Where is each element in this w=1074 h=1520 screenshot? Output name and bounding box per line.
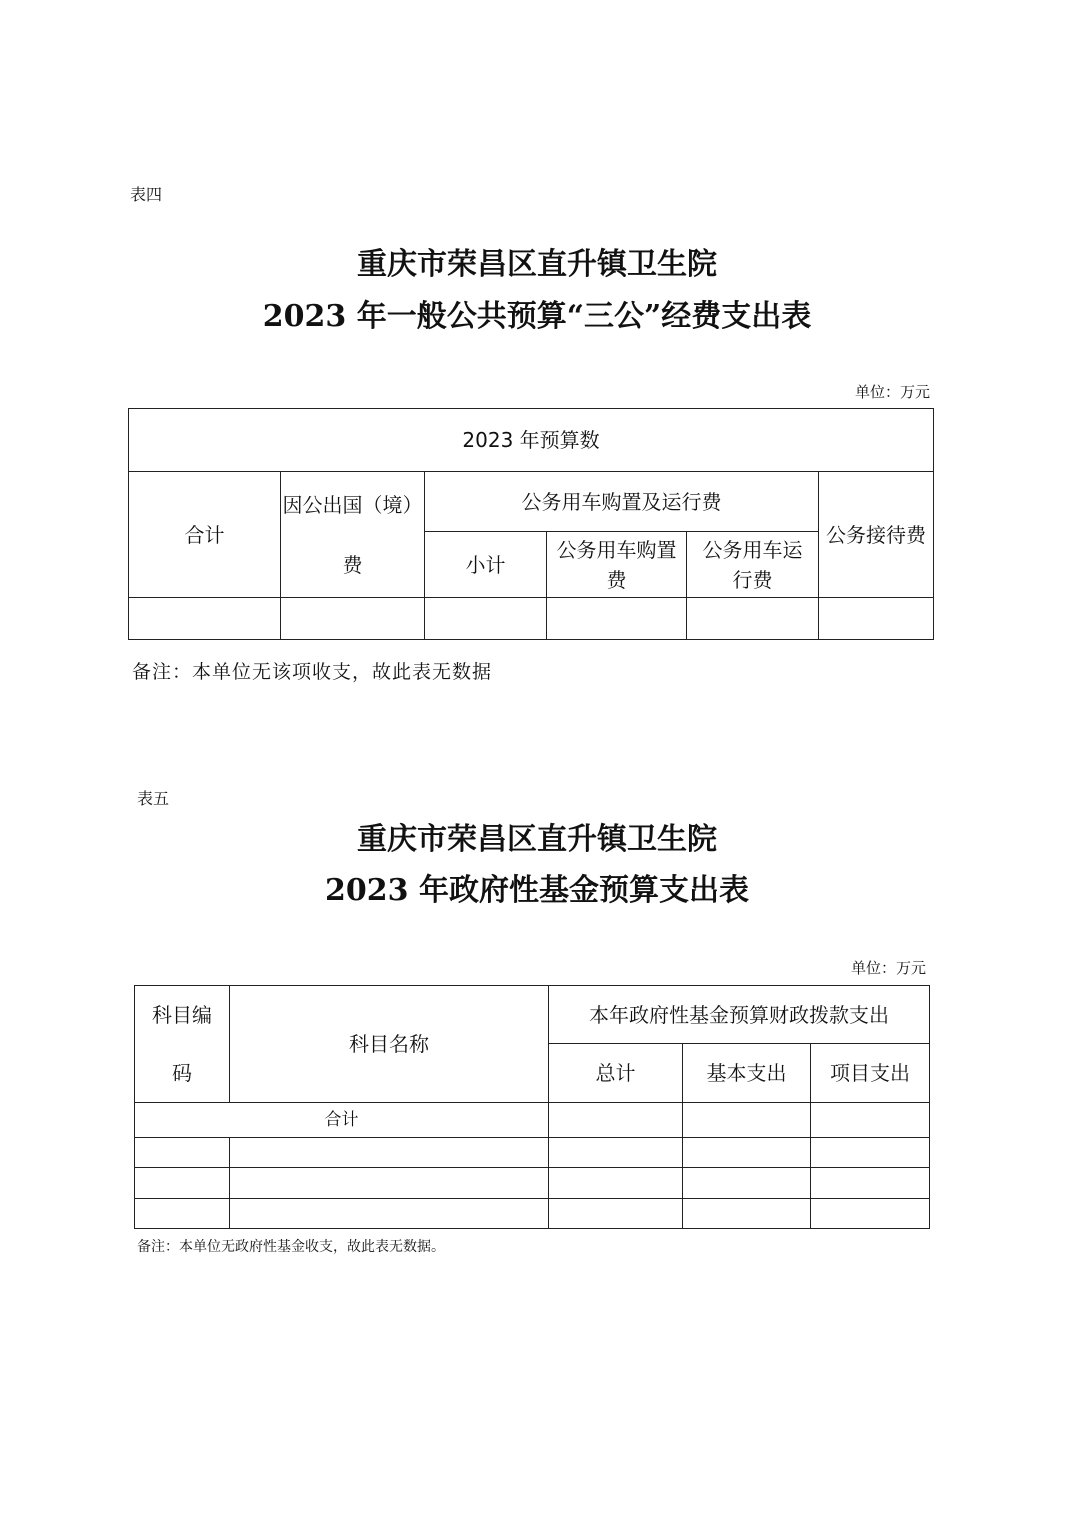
- table5-title-line1: 重庆市荣昌区直升镇卫生院: [357, 822, 717, 857]
- table5-col-name: 科目名称: [230, 986, 549, 1103]
- table4-cell: [425, 598, 547, 640]
- table5: [134, 985, 930, 1229]
- table5-cell: [683, 1138, 811, 1168]
- table5-cell: [230, 1168, 549, 1199]
- table5-cell: [683, 1103, 811, 1138]
- table4-cell: [547, 598, 687, 640]
- table4-title-line1: 重庆市荣昌区直升镇卫生院: [357, 247, 717, 282]
- table5-cell: [683, 1168, 811, 1199]
- table5-col-total: 总计: [549, 1044, 683, 1103]
- table5-cell: [549, 1168, 683, 1199]
- table5-cell: [549, 1199, 683, 1229]
- table4-col-abroad: 因公出国（境） 费: [281, 472, 425, 598]
- table4-header-top: 2023 年预算数: [129, 409, 934, 472]
- table4-cell: [687, 598, 819, 640]
- table4-note: 备注：本单位无该项收支，故此表无数据: [132, 661, 493, 683]
- table5-note: 备注：本单位无政府性基金收支，故此表无数据。: [137, 1239, 445, 1255]
- table4-title-line2: 2023 年一般公共预算“三公”经费支出表: [262, 299, 812, 334]
- table4-cell: [281, 598, 425, 640]
- table4-col-total: 合计: [129, 472, 281, 598]
- table5-row-total: 合计: [135, 1103, 549, 1138]
- table5-unit: 单位：万元: [850, 959, 926, 977]
- table5-cell: [135, 1138, 230, 1168]
- table5-cell: [811, 1199, 930, 1229]
- table5-tag: 表五: [137, 789, 170, 808]
- table4-col-vehicle-run: 公务用车运 行费: [687, 532, 819, 598]
- table5-cell: [135, 1168, 230, 1199]
- table5-col-project: 项目支出: [811, 1044, 930, 1103]
- table4-cell: [129, 598, 281, 640]
- table5-col-basic: 基本支出: [683, 1044, 811, 1103]
- table5-cell: [683, 1199, 811, 1229]
- table5-cell: [230, 1138, 549, 1168]
- table4-col-vehicle-purchase: 公务用车购置 费: [547, 532, 687, 598]
- table5-title-line2: 2023 年政府性基金预算支出表: [325, 873, 749, 908]
- table4-cell: [819, 598, 934, 640]
- table5-cell: [811, 1168, 930, 1199]
- table5-cell: [811, 1138, 930, 1168]
- table4-unit: 单位：万元: [854, 383, 930, 401]
- table5-cell: [549, 1138, 683, 1168]
- table5-col-code: 科目编 码: [135, 986, 230, 1103]
- table5-cell: [230, 1199, 549, 1229]
- table5-cell: [549, 1103, 683, 1138]
- table5-cell: [811, 1103, 930, 1138]
- table4-col-subtotal: 小计: [425, 532, 547, 598]
- table4-tag: 表四: [130, 185, 163, 204]
- table5-cell: [135, 1199, 230, 1229]
- table4-col-vehicle-group: 公务用车购置及运行费: [425, 472, 819, 532]
- table5-col-group: 本年政府性基金预算财政拨款支出: [549, 986, 930, 1044]
- table4: [128, 408, 934, 640]
- table4-col-reception: 公务接待费: [819, 472, 934, 598]
